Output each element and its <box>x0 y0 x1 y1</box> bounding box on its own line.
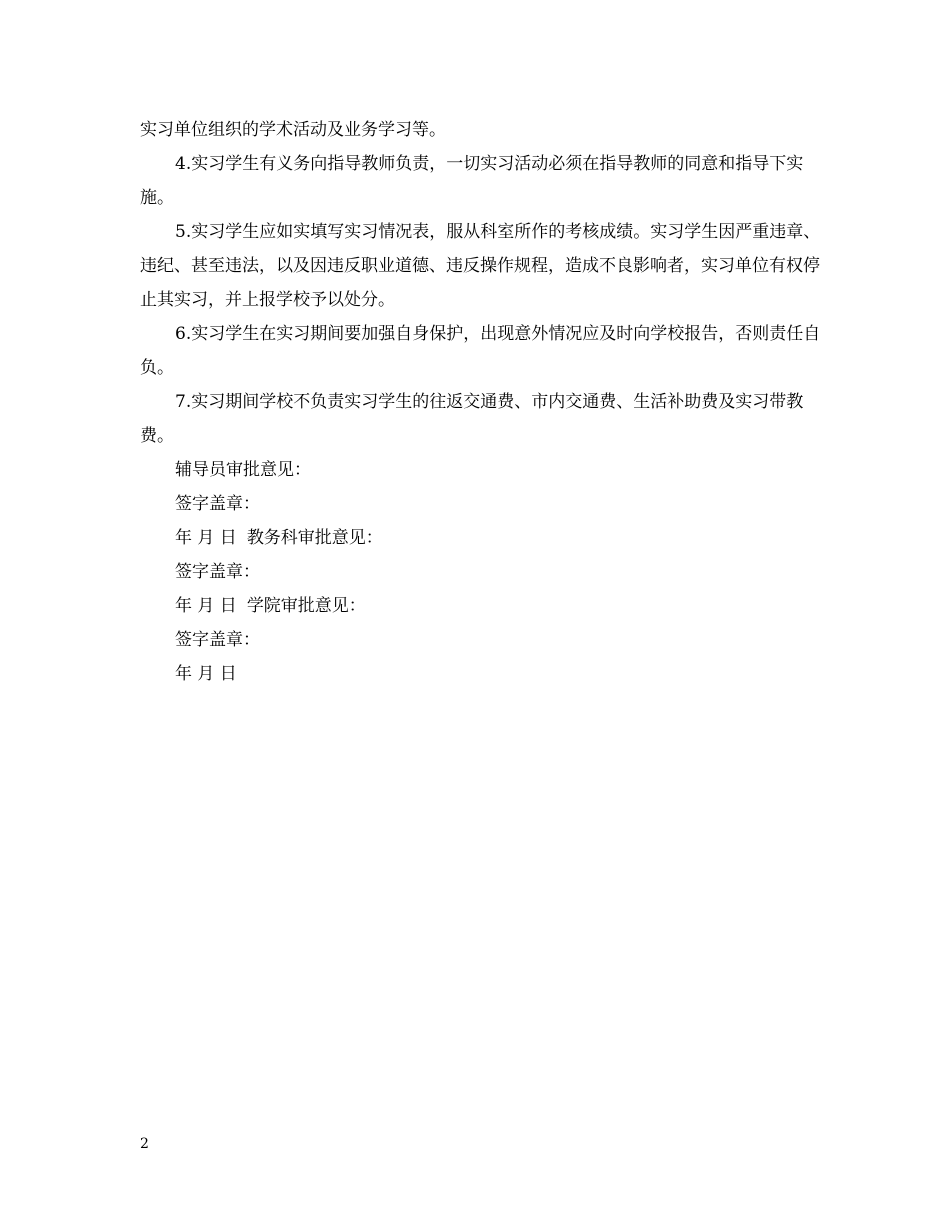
document-page <box>140 113 830 691</box>
counselor-date-row <box>140 521 830 555</box>
paragraph-continuation: 实习单位组织的学术活动及业务学习等。 <box>140 120 446 140</box>
page-number: 2 <box>140 1136 149 1152</box>
paragraph-item-7: 7.实习期间学校不负责实习学生的往返交通费、市内交通费、生活补助费及实习带教费。 <box>140 392 804 446</box>
academic-date-row <box>140 589 830 623</box>
counselor-date: 年 月 日 <box>175 528 237 548</box>
academic-date: 年 月 日 <box>175 596 237 616</box>
college-signature-label: 签字盖章： <box>175 630 260 650</box>
college-approval-label: 学院审批意见： <box>246 596 366 616</box>
counselor-approval-label: 辅导员审批意见： <box>175 460 311 480</box>
counselor-signature-label: 签字盖章： <box>175 494 260 514</box>
paragraph-item-4: 4.实习学生有义务向指导教师负责，一切实习活动必须在指导教师的同意和指导下实施。 <box>140 154 804 208</box>
college-date: 年 月 日 <box>175 664 237 684</box>
academic-approval-label: 教务科审批意见： <box>246 528 383 548</box>
paragraph-item-5: 5.实习学生应如实填写实习情况表，服从科室所作的考核成绩。实习学生因严重违章、违纪、甚至违法，以及因违反职业道德、违反操作规程，造成不良影响者，实习单位有权停止其实习，并上报学校予以处分。 <box>140 222 821 310</box>
paragraph-item-6: 6.实习学生在实习期间要加强自身保护，出现意外情况应及时向学校报告，否则责任自负。 <box>140 324 821 378</box>
academic-signature-label: 签字盖章： <box>175 562 260 582</box>
